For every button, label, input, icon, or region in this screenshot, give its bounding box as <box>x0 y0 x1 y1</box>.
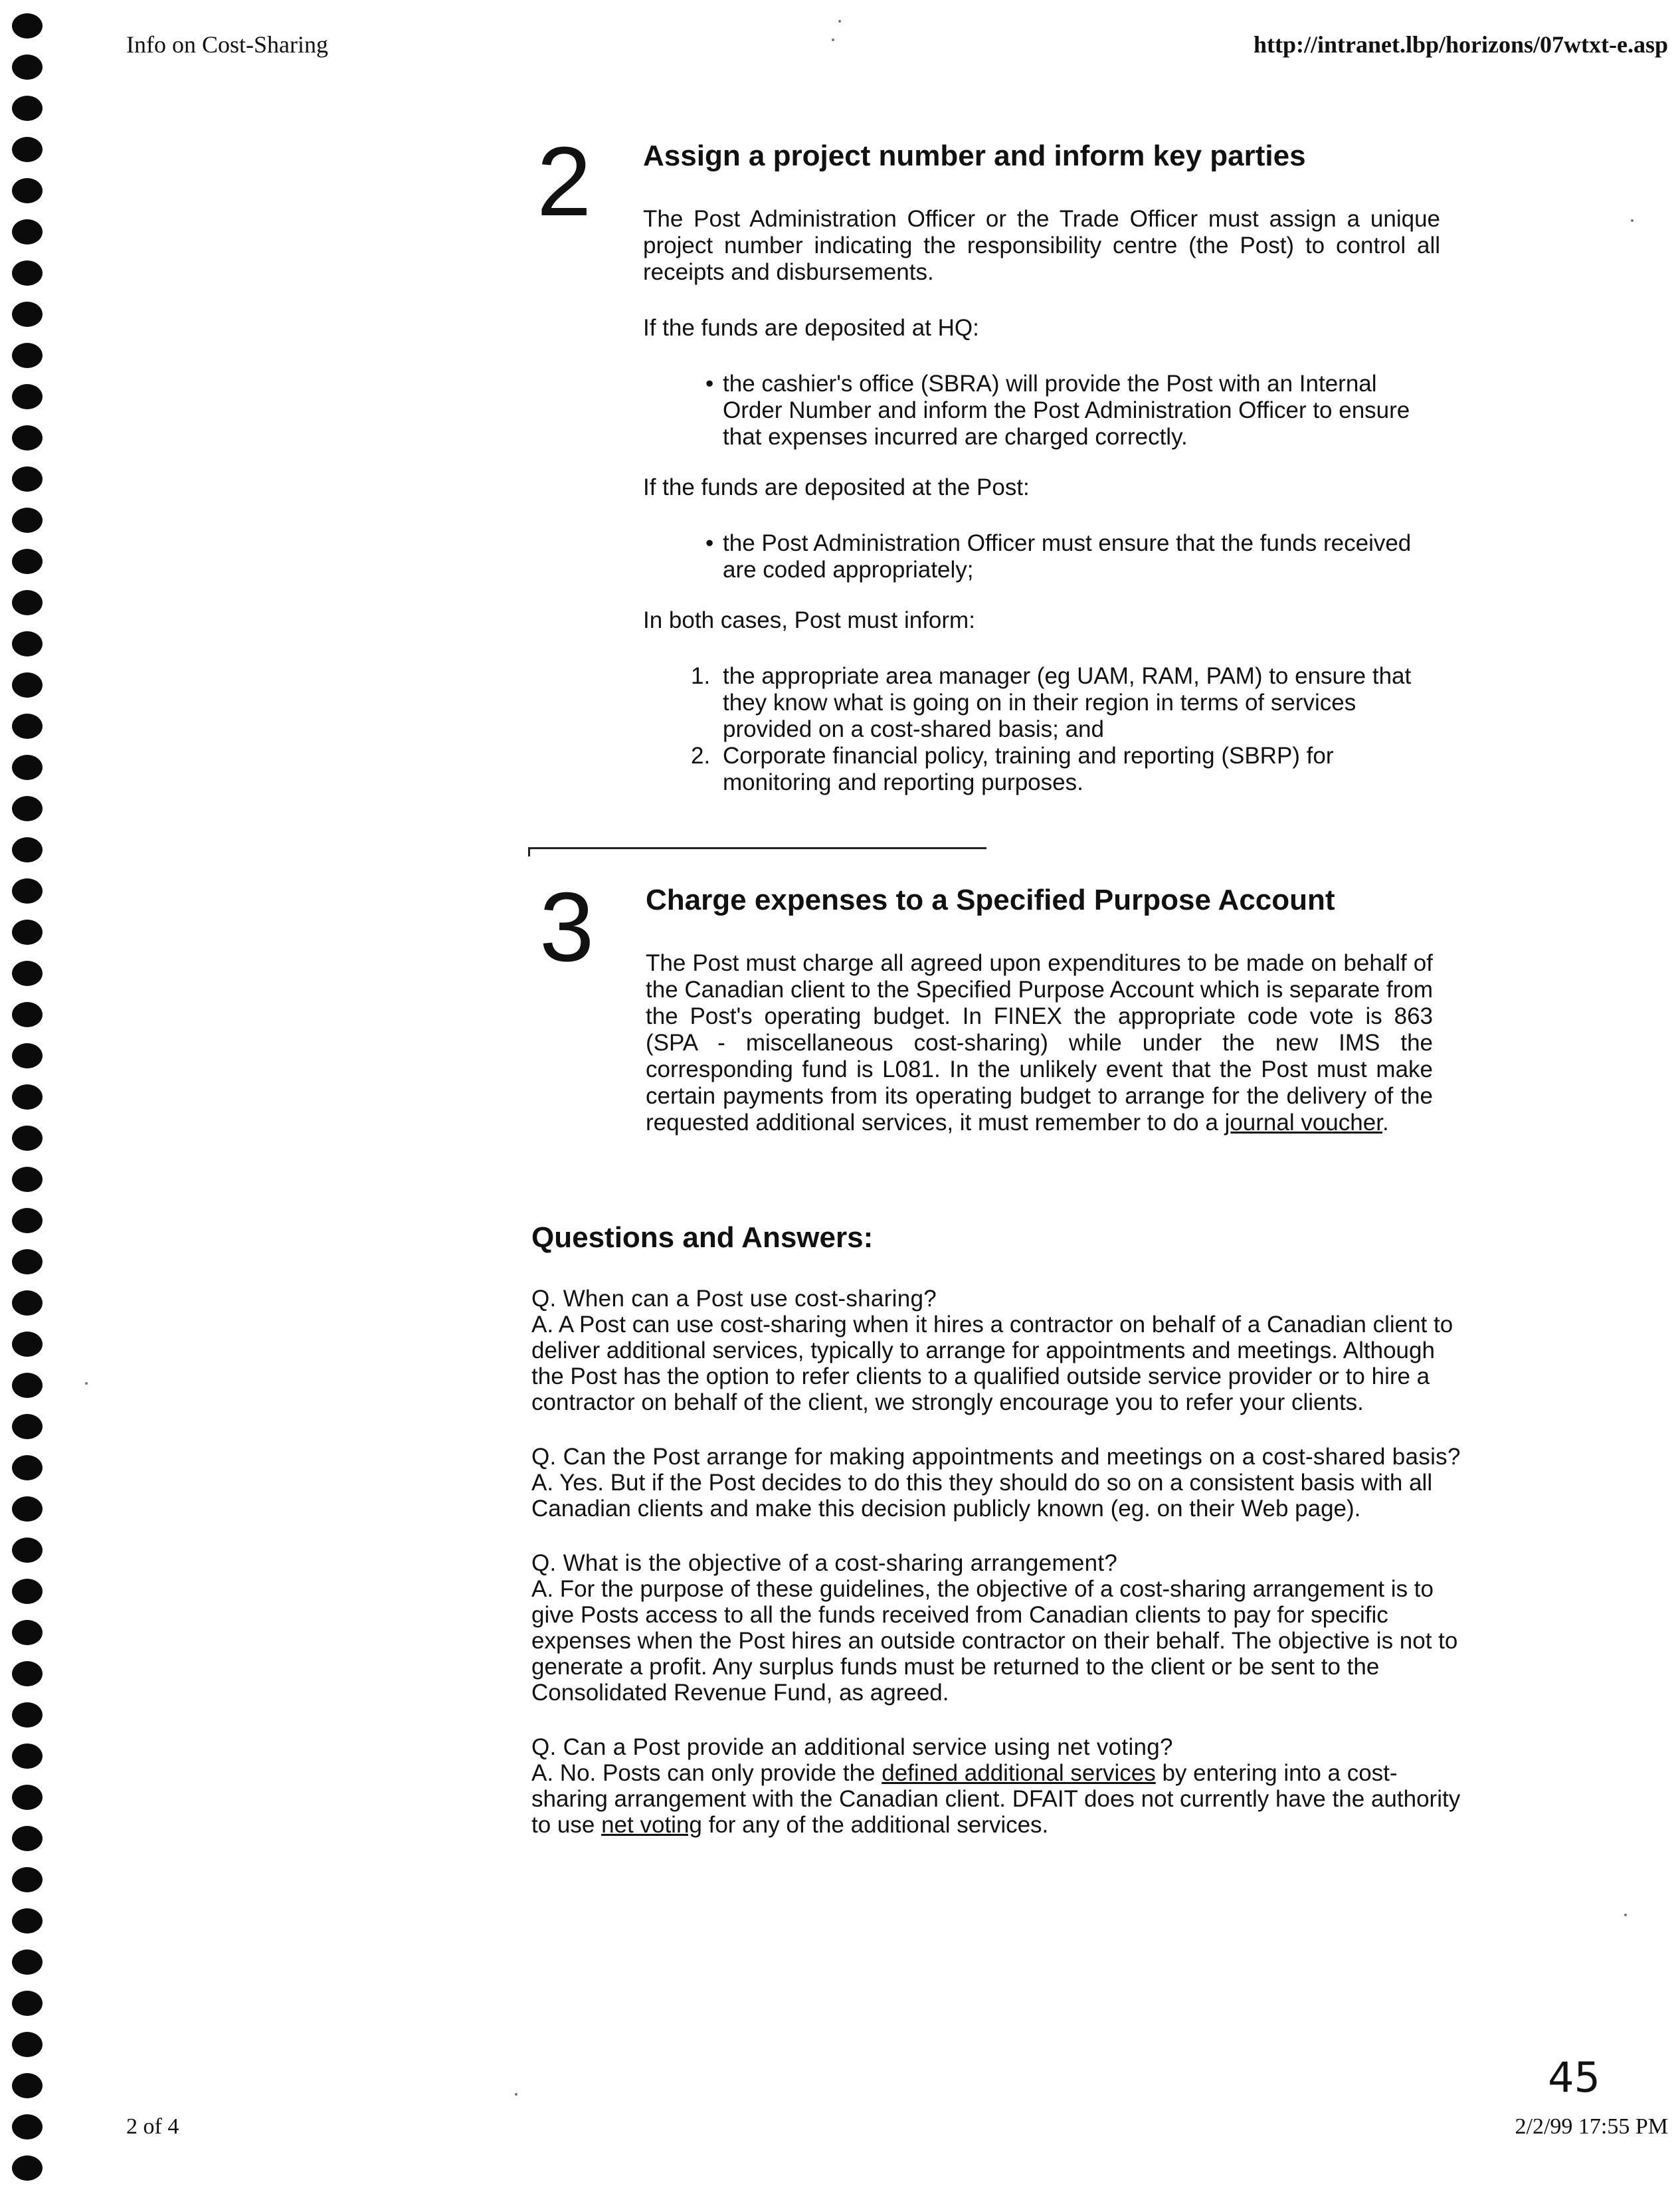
binder-hole <box>12 1661 43 1686</box>
binder-hole <box>12 1249 43 1274</box>
step-2-number: 2 <box>537 127 592 237</box>
binder-hole <box>12 1332 43 1357</box>
binder-hole <box>12 1455 43 1480</box>
binder-hole <box>12 796 43 821</box>
binder-hole <box>12 343 43 368</box>
step-2-title: Assign a project number and inform key parties <box>643 140 1306 172</box>
post-label: If the funds are deposited at the Post: <box>643 474 1030 500</box>
binder-hole <box>12 672 43 698</box>
journal-voucher-link[interactable]: journal voucher <box>1224 1110 1382 1136</box>
binder-hole <box>12 178 43 203</box>
binder-hole <box>12 1579 43 1604</box>
page-header-title: Info on Cost-Sharing <box>126 31 328 58</box>
binder-hole <box>12 96 43 121</box>
binder-hole <box>12 590 43 615</box>
binder-hole <box>12 1208 43 1233</box>
binder-hole <box>12 508 43 533</box>
scan-speck <box>1624 1914 1627 1916</box>
hq-label: If the funds are deposited at HQ: <box>643 315 979 341</box>
question: Q. When can a Post use cost-sharing? <box>531 1286 937 1312</box>
binder-hole <box>12 219 43 245</box>
binder-hole <box>12 1002 43 1027</box>
binder-hole <box>12 755 43 780</box>
binder-hole <box>12 384 43 409</box>
inform-list-item: 2. Corporate financial policy, training and reporting (SBRP) for monitoring and reporting purposes. <box>691 743 1334 795</box>
binder-hole <box>12 1620 43 1645</box>
qa-heading: Questions and Answers: <box>531 1221 874 1254</box>
question: Q. What is the objective of a cost-sharing arrangement? <box>531 1550 1118 1576</box>
binder-holes <box>12 13 45 2190</box>
inform-list <box>643 663 1440 796</box>
section-divider <box>528 847 986 849</box>
binder-hole <box>12 302 43 327</box>
binder-hole <box>12 2114 43 2140</box>
post-bullet: • the Post Administration Officer must ensure that the funds received are coded appropriately; <box>723 530 1440 583</box>
section-divider-tick <box>528 847 530 856</box>
binder-hole <box>12 1949 43 1975</box>
question: Q. Can the Post arrange for making appointments and meetings on a cost-shared basis? <box>531 1444 1461 1470</box>
step-3-number: 3 <box>539 872 595 982</box>
answer: A. A Post can use cost-sharing when it hires a contractor on behalf of a Canadian client to deliver additional services, typically to arrange for appointments and meetings. Although the Post has the option to refer clients to a qualified outside service provider or to hire a contractor on behalf of the client, we strongly encourage you to refer your clients. <box>531 1312 1453 1415</box>
binder-hole <box>12 1496 43 1522</box>
binder-hole <box>12 549 43 574</box>
binder-hole <box>12 1167 43 1192</box>
binder-hole <box>12 1043 43 1068</box>
binder-hole <box>12 2073 43 2098</box>
binder-hole <box>12 54 43 80</box>
binder-hole <box>12 1702 43 1728</box>
binder-hole <box>12 1826 43 1851</box>
binder-hole <box>12 837 43 862</box>
binder-hole <box>12 714 43 739</box>
step-3-title: Charge expenses to a Specified Purpose Account <box>646 884 1335 916</box>
answer: A. Yes. But if the Post decides to do this they should do so on a consistent basis with all Canadian clients and make this decision publicly known (eg. on their Web page). <box>531 1470 1433 1522</box>
both-label: In both cases, Post must inform: <box>643 607 975 633</box>
net-voting-link[interactable]: net voting <box>601 1812 702 1838</box>
binder-hole <box>12 878 43 904</box>
qa-item <box>531 1444 1468 1522</box>
binder-hole <box>12 1538 43 1563</box>
binder-hole <box>12 2032 43 2057</box>
scan-speck <box>1631 219 1633 222</box>
binder-hole <box>12 137 43 162</box>
scan-speck <box>838 20 841 23</box>
binder-hole <box>12 13 43 39</box>
binder-hole <box>12 631 43 656</box>
post-bullet-list <box>643 530 1440 583</box>
inform-list-item: 1. the appropriate area manager (eg UAM, RAM, PAM) to ensure that they know what is going on in their region in terms of services provided on a cost-shared basis; and <box>691 663 1412 742</box>
scan-speck <box>832 39 834 41</box>
step-2-body <box>643 206 1440 796</box>
answer: A. For the purpose of these guidelines, the objective of a cost-sharing arrangement is to give Posts access to all the funds received from Canadian clients to pay for specific expenses when the Post hires an outside contractor on their behalf. The objective is not to generate a profit. Any surplus funds must be returned to the client or be sent to the Consolidated Revenue Fund, as agreed. <box>531 1576 1458 1706</box>
binder-hole <box>12 1084 43 1110</box>
binder-hole <box>12 1414 43 1439</box>
binder-hole <box>12 1785 43 1810</box>
qa-item <box>531 1550 1468 1706</box>
binder-hole <box>12 1991 43 2016</box>
defined-additional-services-link[interactable]: defined additional services <box>882 1760 1156 1786</box>
handwritten-page-number: 45 <box>1548 2053 1600 2102</box>
binder-hole <box>12 1867 43 1892</box>
binder-hole <box>12 1290 43 1316</box>
page-count: 2 of 4 <box>126 2114 179 2139</box>
qa-list <box>531 1286 1468 1866</box>
question: Q. Can a Post provide an additional service using net voting? <box>531 1734 1173 1760</box>
hq-bullet: • the cashier's office (SBRA) will provide the Post with an Internal Order Number and inform the Post Administration Officer to ensure that expenses incurred are charged correctly. <box>723 371 1440 450</box>
step-2-intro: The Post Administration Officer or the Trade Officer must assign a unique project number indicating the responsibility centre (the Post) to control all receipts and disbursements. <box>643 206 1440 285</box>
binder-hole <box>12 425 43 450</box>
page-header-url[interactable]: http://intranet.lbp/horizons/07wtxt-e.asp <box>1253 31 1668 58</box>
qa-item <box>531 1734 1468 1838</box>
qa-item <box>531 1286 1468 1415</box>
scan-speck <box>85 1382 88 1385</box>
binder-hole <box>12 1908 43 1934</box>
binder-hole <box>12 466 43 492</box>
binder-hole <box>12 260 43 286</box>
scan-speck <box>515 2093 517 2096</box>
binder-hole <box>12 2155 43 2181</box>
binder-hole <box>12 920 43 945</box>
answer: A. No. Posts can only provide the defined additional services by entering into a cost-sharing arrangement with the Canadian client. DFAIT does not currently have the authority to use net voting for any of the additional services. <box>531 1760 1461 1838</box>
binder-hole <box>12 1126 43 1151</box>
hq-bullet-list <box>643 371 1440 450</box>
binder-hole <box>12 961 43 986</box>
step-3-body: The Post must charge all agreed upon expenditures to be made on behalf of the Canadian client to the Specified Purpose Account which is separate from the Post's operating budget. In FINEX the appropriate code vote is 863 (SPA - miscellaneous cost-sharing) while under the new IMS the corresponding fund is L081. In the unlikely event that the Post must make certain payments from its operating budget to arrange for the delivery of the requested additional services, it must remember to do a journal voucher. <box>646 950 1433 1136</box>
binder-hole <box>12 1373 43 1398</box>
print-timestamp: 2/2/99 17:55 PM <box>1515 2114 1668 2139</box>
binder-hole <box>12 1743 43 1769</box>
